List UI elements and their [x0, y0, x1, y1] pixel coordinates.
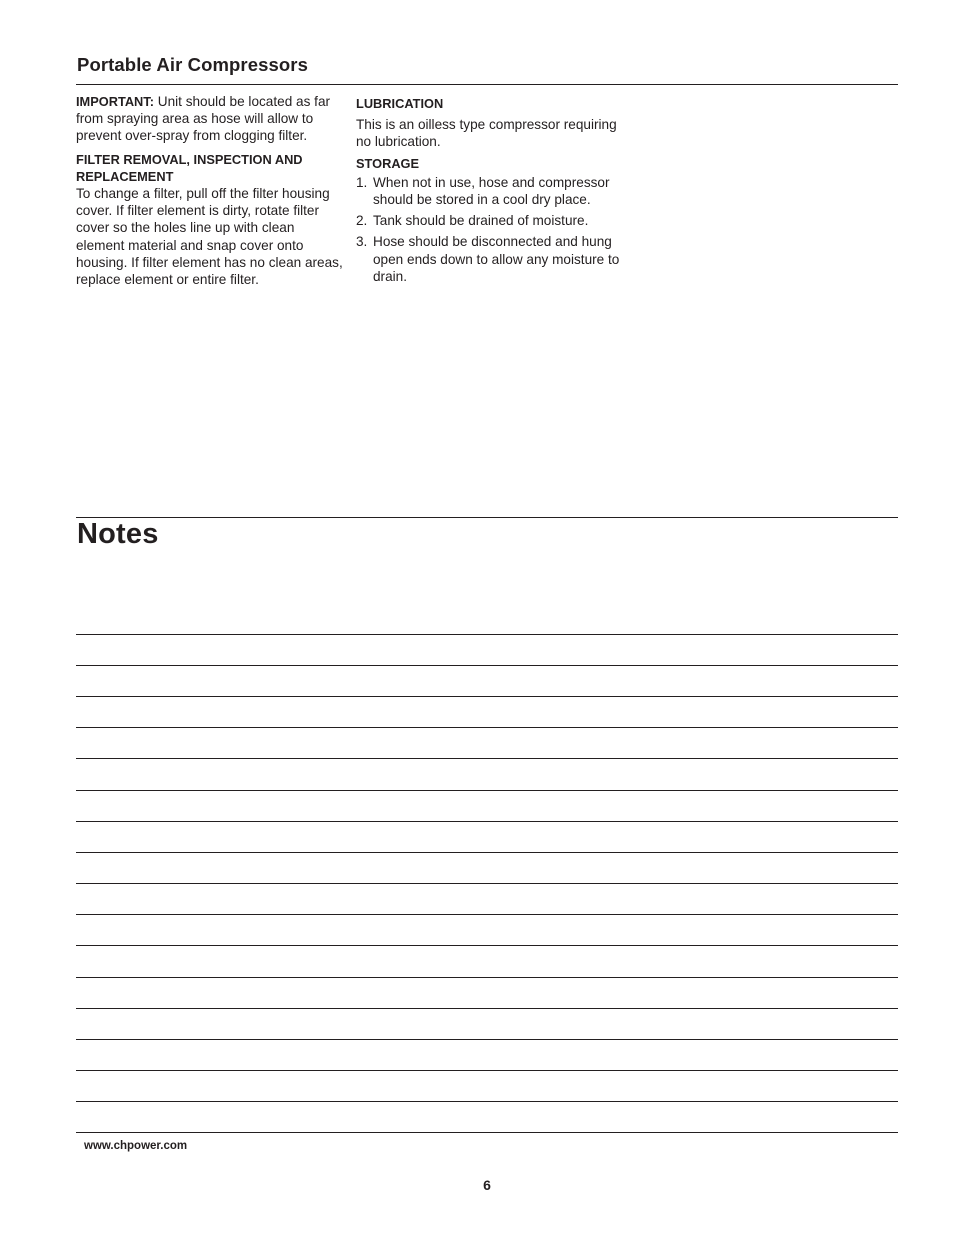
important-label: IMPORTANT: [76, 94, 154, 109]
note-line [76, 634, 898, 635]
note-line [76, 1008, 898, 1009]
note-line [76, 665, 898, 666]
list-item-text: Hose should be disconnected and hung open ends down to allow any moisture to drain. [373, 234, 620, 284]
storage-heading: STORAGE [356, 155, 420, 171]
note-line [76, 914, 898, 915]
footer-url: www.chpower.com [84, 1140, 188, 1152]
storage-list [356, 174, 622, 285]
note-line [76, 727, 898, 728]
filter-heading: FILTER REMOVAL, INSPECTION AND REPLACEMENT [76, 151, 303, 184]
right-column [356, 95, 622, 289]
important-note [76, 93, 344, 145]
list-item [356, 174, 622, 208]
note-line [76, 790, 898, 791]
note-line [76, 977, 898, 978]
note-line [76, 1132, 898, 1133]
note-line [76, 883, 898, 884]
note-line [76, 821, 898, 822]
lubrication-text: This is an oilless type compressor requiring no lubrication. [356, 117, 617, 150]
list-item [356, 212, 622, 229]
note-line [76, 1070, 898, 1071]
page-number: 6 [483, 1177, 491, 1193]
note-line [76, 1039, 898, 1040]
page-header-title: Portable Air Compressors [77, 54, 308, 75]
list-item-text: Tank should be drained of moisture. [373, 213, 589, 229]
list-item [356, 233, 622, 285]
list-item-number: 1. [356, 174, 368, 190]
list-item-number: 3. [356, 234, 368, 250]
list-item-number: 2. [356, 213, 368, 229]
note-line [76, 696, 898, 697]
note-line [76, 945, 898, 946]
important-text: Unit should be located as far from spraying area as hose will allow to prevent over-spray from clogging filter. [76, 94, 331, 144]
list-item-text: When not in use, hose and compressor should be stored in a cool dry place. [373, 174, 610, 208]
notes-rule [76, 517, 898, 518]
notes-title: Notes [77, 518, 159, 550]
left-column [76, 93, 344, 288]
header-rule [76, 84, 898, 85]
note-line [76, 758, 898, 759]
lubrication-heading: LUBRICATION [356, 96, 444, 111]
note-line [76, 1101, 898, 1102]
note-line [76, 852, 898, 853]
filter-text: To change a filter, pull off the filter housing cover. If filter element is dirty, rotate filter cover so the holes line up with clean element material and snap cover onto housing. If filter element has no clean areas, replace element or entire filter. [76, 186, 343, 288]
